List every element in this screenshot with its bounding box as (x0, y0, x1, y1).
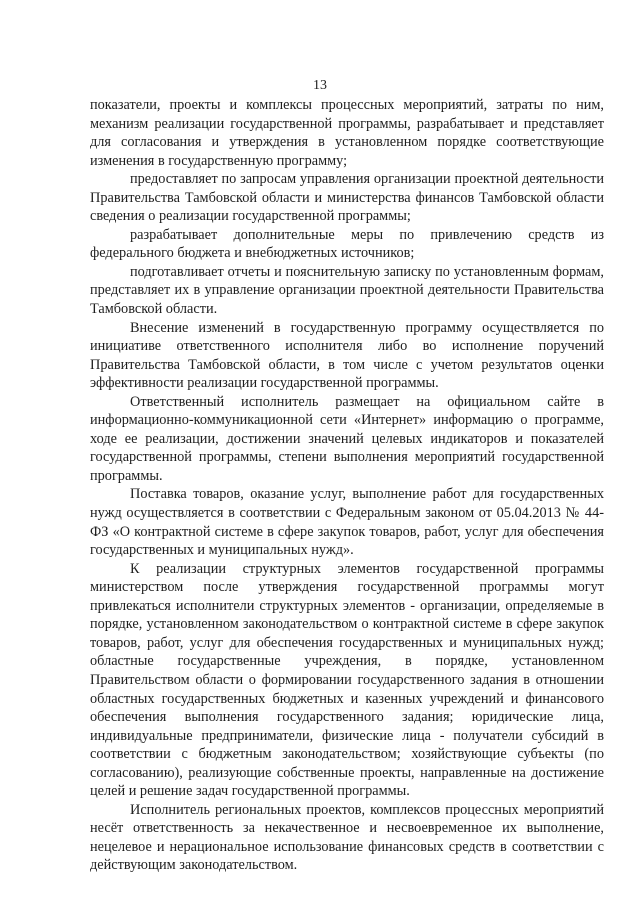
document-body (90, 96, 604, 875)
paragraph-provides-information: предоставляет по запросам управления организации проектной деятельности Правительства Тамбовской области и министерства финансов Тамбовской области сведения о реализации государственной программы; (90, 171, 604, 225)
paragraph-program-changes: Внесение изменений в государственную программу осуществляется по инициативе ответственного исполнителя либо во исполнение поручений Правительства Тамбовской области, в том числе с учетом результатов оценки эффективности реализации государственной программы. (90, 319, 604, 392)
paragraph-additional-measures: разрабатывает дополнительные меры по привлечению средств из федерального бюджета и внебюджетных источников; (90, 226, 604, 262)
paragraph-continuation: показатели, проекты и комплексы процессных мероприятий, затраты по ним, механизм реализации государственной программы, разрабатывает и представляет для согласования и утверждения в установленном порядке соответствующие изменения в государственную программу; (90, 97, 604, 169)
paragraph-procurement: Поставка товаров, оказание услуг, выполнение работ для государственных нужд осуществляется в соответствии с Федеральным законом от 05.04.2013 № 44-ФЗ «О контрактной системе в сфере закупок товаров, работ, услуг для обеспечения государственных и муниципальных нужд». (90, 486, 604, 559)
paragraph-responsibility: Исполнитель региональных проектов, комплексов процессных мероприятий несёт ответственность за некачественное и несвоевременное их выполнение, нецелевое и нерациональное использование финансовых средств в соответствии с действующим законодательством. (90, 801, 604, 874)
paragraph-reports: подготавливает отчеты и пояснительную записку по установленным формам, представляет их в управление организации проектной деятельности Правительства Тамбовской области. (90, 263, 604, 318)
page-number: 13 (313, 78, 327, 93)
paragraph-structural-elements: К реализации структурных элементов государственной программы министерством после утверждения государственной программы могут привлекаться исполнители структурных элементов - организации, определяемые в порядке, установленном законодательством о контрактной системе в сфере закупок товаров, работ, услуг для обеспечения государственных и муниципальных нужд; областные государственные учреждения, в порядке, установленном Правительством области о формировании государственного задания в отношении областных государственных бюджетных и казенных учреждений и финансового обеспечения выполнения государственного задания; юридические лица, индивидуальные предприниматели, физические лица - получатели субсидий в соответствии с бюджетным законодательством; хозяйствующие субъекты (по согласованию), реализующие собственные проекты, направленные на достижение целей и решение задач государственной программы. (90, 560, 604, 800)
paragraph-internet-publication: Ответственный исполнитель размещает на официальном сайте в информационно-коммуникационной сети «Интернет» информацию о программе, ходе ее реализации, достижении значений целевых индикаторов и показателей государственной программы, степени выполнения мероприятий государственной программы. (90, 393, 604, 484)
